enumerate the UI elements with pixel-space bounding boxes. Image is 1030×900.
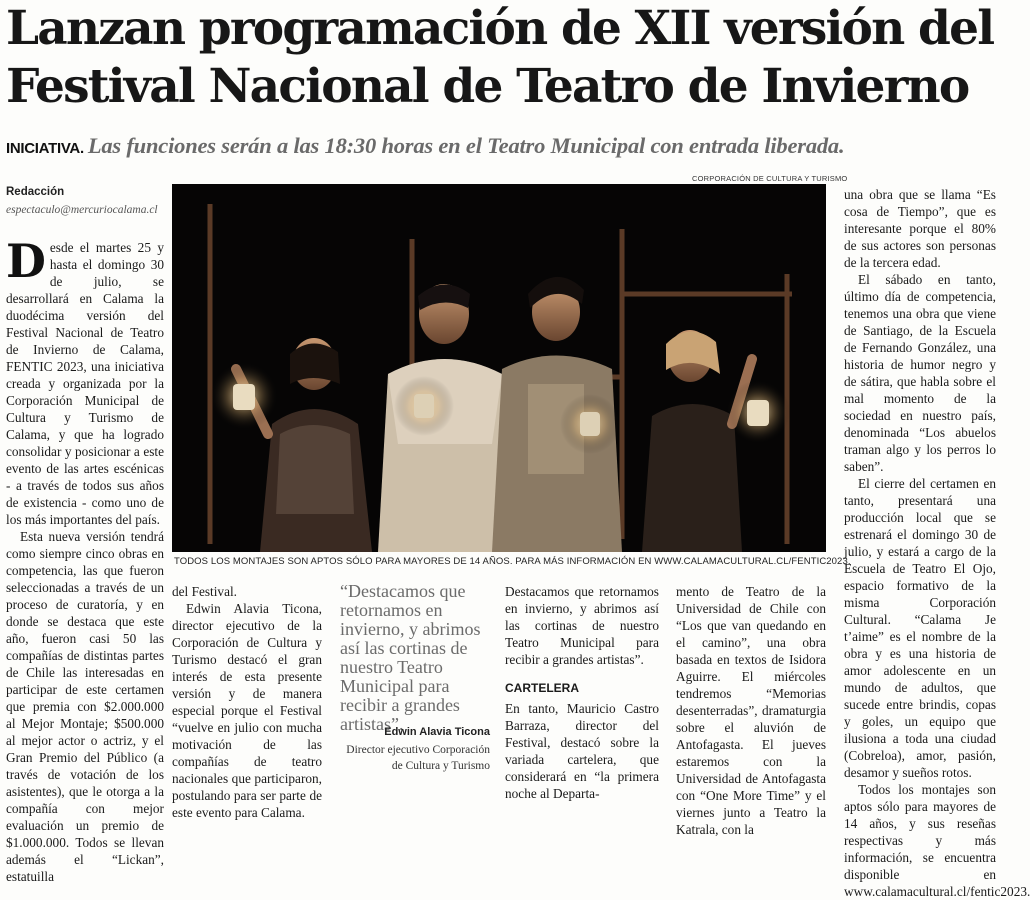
deck: Las funciones serán a las 18:30 horas en el Teatro Municipal con entrada liberada.	[87, 133, 845, 158]
article-photo	[172, 184, 826, 552]
paragraph: Desde el martes 25 y hasta el domingo 30 de julio, se desarrollará en Calama la duodécima versión del Festival Nacional de Teatro de Invierno de Calama, FENTIC 2023, una iniciativa creada y organizada por la Corporación Municipal de Cultura y Turismo de Calama, y que ha logrado consolidar y posicionar a este evento de las artes escénicas - a través de todos sus años de existencia - como uno de los más importantes del país.	[6, 234, 164, 527]
drop-cap: D	[6, 234, 46, 288]
column-2	[172, 583, 322, 821]
author-email: espectaculo@mercuriocalama.cl	[6, 204, 158, 216]
column-3	[505, 583, 659, 802]
column-4	[676, 583, 826, 838]
paragraph: El cierre del certamen en tanto, presentará una producción local que se estrenará el domingo 30 de julio, y estará a cargo de la Escuela de Teatro El Ojo, espacio formativo de la misma Corporación Cultural. “Calama Je t’aime” es el nombre de la obra y es una historia de amor adolescente en un mundo de adultos, que sucede entre brindis, copas y goles, un equipo que ilusiona a toda una ciudad (Cobreloa), amor, pasión, desamor y sueños rotos.	[844, 476, 996, 780]
headline-line-2: Festival Nacional de Teatro de Invierno	[6, 59, 969, 114]
paragraph: una obra que se llama “Es cosa de Tiempo”, que es interesante porque el 80% de sus actores son personas de la tercera edad.	[844, 187, 996, 270]
photo-caption: TODOS LOS MONTAJES SON APTOS SÓLO PARA MAYORES DE 14 AÑOS. PARA MÁS INFORMACIÓN EN WWW.CALAMACULTURAL.CL/FENTIC2023.	[174, 556, 851, 567]
paragraph: Edwin Alavia Ticona, director ejecutivo de la Corporación de Cultura y Turismo destacó el gran interés de esta presente versión y de manera especial porque el Festival “vuelve en julio con mucha motivación de las compañías de teatro nacionales que participaron, postulando para ser parte de este evento para Calama.	[172, 601, 322, 820]
paragraph: Esta nueva versión tendrá como siempre cinco obras en competencia, las que fueron seleccionadas a través de un proceso de curatoría, y en donde se destaca que este año, fueron casi 50 las compañías de distintas partes de Chile las interesadas en participar de este certamen que premia con $2.000.000 al Mejor Montaje; $500.000 al mejor actor o actriz, y el Gran Premio del Público (a través de votación de los asistentes), que le otorga a la compañía con mejor evaluación un premio de $1.000.000. Todos se llevan además el “Lickan”, estatuilla	[6, 529, 164, 884]
quote-author: Edwin Alavia Ticona	[384, 726, 490, 738]
paragraph: El sábado en tanto, último día de competencia, tenemos una obra que viene de Santiago, de la Escuela de Fernando González, una historia de humor negro y de sátira, que habla sobre el mal momento de la sociedad en nuestro país, denominada “Los abuelos traman algo y los perros lo saben”.	[844, 272, 996, 474]
headline-line-1: Lanzan programación de XII versión del	[6, 1, 994, 56]
section-subhead: CARTELERA	[505, 681, 579, 695]
deck-line	[6, 133, 996, 159]
paragraph: Destacamos que retornamos en invierno, y abrimos así las cortinas de nuestro Teatro Municipal para recibir a grandes artistas”.	[505, 584, 659, 667]
photo-illustration	[172, 184, 826, 552]
headline	[6, 0, 996, 116]
column-1	[6, 234, 164, 885]
pull-quote: “Destacamos que retornamos en invierno, y abrimos así las cortinas de nuestro Teatro Municipal para recibir a grandes artistas”.	[340, 581, 481, 734]
byline: Redacción	[6, 186, 65, 198]
quote-author-role: Director ejecutivo Corporación de Cultura y Turismo	[346, 744, 490, 772]
photo-credit: CORPORACIÓN DE CULTURA Y TURISMO	[692, 174, 848, 183]
paragraph: del Festival.	[172, 584, 237, 599]
kicker: INICIATIVA.	[6, 140, 84, 157]
paragraph: Todos los montajes son aptos sólo para mayores de 14 años, y sus reseñas respectivas y más información, se encuentra disponible en www.calamacultural.cl/fentic2023.	[844, 782, 1030, 899]
column-5	[844, 186, 1030, 900]
paragraph: En tanto, Mauricio Castro Barraza, director del Festival, destacó sobre la variada cartelera, que considerará en “la primera noche al Departa-	[505, 701, 659, 801]
paragraph: mento de Teatro de la Universidad de Chile con “Los que van quedando en el camino”, una obra basada en textos de Isidora Aguirre. El miércoles tendremos “Memorias desenterradas”, dramaturgia sobre el aluvión de Antofagasta. El jueves estaremos con la Universidad de Antofagasta con “One More Time” y el viernes junto a Teatro la Katrala, con la	[676, 584, 826, 837]
